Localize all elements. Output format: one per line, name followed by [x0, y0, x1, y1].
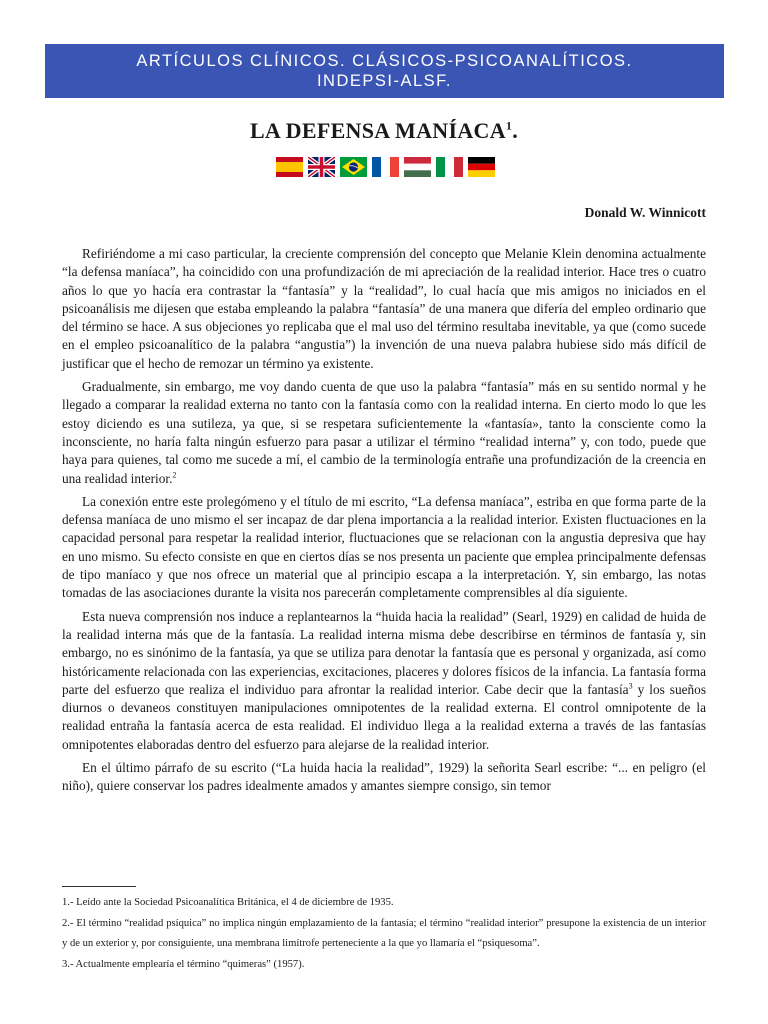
uk-flag-icon[interactable]	[308, 157, 335, 177]
author-name: Donald W. Winnicott	[584, 205, 706, 220]
body-paragraph: Refiriéndome a mi caso particular, la creciente comprensión del concepto que Melanie Klein denomina actualmente “la defensa maníaca”, ha coincidido con una profundización de mi apreciación de la realidad interior. Hace tres o cuatro años lo que yo hacía era contrastar la “fantasía” y la “realidad”, lo cual hacía que mis amigos no iniciados en el psicoanálisis me dijesen que estaba empleando la palabra “fantasía” de una manera que difería del empleo ordinario que del término se hace. A sus objeciones yo replicaba que el mal uso del término resultaba inevitable, ya que (como sucede en el empleo psicoanalítico de la palabra “angustia”) la invención de una nueva palabra hubiese sido más difícil de justificar que el hecho de remozar un término ya existente.	[62, 246, 706, 371]
body-paragraph: La conexión entre este prolegómeno y el título de mi escrito, “La defensa maníaca”, estriba en que forma parte de la defensa maníaca de uno mismo el ser incapaz de dar plena importancia a la realidad interior. Existen fluctuaciones en la capacidad personal para respetar la realidad interior, fluctuaciones que se relacionan con la angustia depresiva que hay en uno mismo. Su efecto consiste en que en ciertos días se nos presenta un paciente que emplea principalmente defensas de tipo maníaco y que nos ofrece un material que al principio escapa a la interpretación. Y, sin embargo, las notas tomadas de las asociaciones durante la visita nos parecerán completamente comprensibles al día siguiente.	[62, 493, 706, 601]
germany-flag-icon[interactable]	[468, 157, 495, 177]
article-title	[0, 118, 768, 144]
italy-flag-icon[interactable]	[436, 157, 463, 177]
journal-header-line-2: INDEPSI-ALSF.	[316, 72, 453, 90]
france-flag-icon[interactable]	[372, 157, 399, 177]
article-title-suffix: .	[512, 118, 519, 143]
hungary-flag-icon[interactable]	[404, 157, 431, 177]
footnote-2: 2.- El término “realidad psíquica” no implica ningún emplazamiento de la fantasía; el término “realidad interior” presupone la existencia de un interior y de un exterior y, por consiguiente, una membrana limítrofe perteneciente a la que yo llamaría el “psiquesoma”.	[62, 917, 706, 949]
footnote-divider	[62, 886, 136, 887]
language-flags	[276, 157, 498, 177]
body-paragraph	[62, 378, 706, 488]
paragraph-text: Esta nueva comprensión nos induce a replantearnos la “huida hacia la realidad” (Searl, 1929) en calidad de huida de la realidad interna más que de la fantasía. La realidad interna misma debe describirse en términos de fantasía y, sin embargo, no es sinónimo de la fantasía, ya que se utiliza para denotar la fantasía que es personal y organizada, así como históricamente relacionada con las experiencias, excitaciones, placeres y dolores físicos de la infancia. La fantasía forma parte del esfuerzo que realiza el individuo para afrontar la realidad interior. Cabe decir que la fantasía	[62, 608, 706, 697]
spain-flag-icon[interactable]	[276, 157, 303, 177]
footnote-ref-3[interactable]: 3	[628, 681, 633, 691]
footnotes-section	[62, 893, 706, 975]
article-title-text: LA DEFENSA MANÍACA	[249, 118, 506, 143]
footnote-1: 1.- Leído ante la Sociedad Psicoanalítica Británica, el 4 de diciembre de 1935.	[62, 897, 394, 908]
paragraph-text: Gradualmente, sin embargo, me voy dando cuenta de que uso la palabra “fantasía” más en su sentido normal y he llegado a comparar la realidad externa no tanto con la fantasía como con la realidad interna. En cierto modo lo que les estoy diciendo es una sutileza, ya que, si se respetara suficientemente la «fantasía», tanto la consciente como la inconsciente, no haría falta ningún esfuerzo para pasar a utilizar el término “realidad interna” y, con todo, puede que haya para quienes, tal como me sucede a mí, el cambio de la terminología entrañe una profundización de la creencia en una realidad interior.	[62, 379, 706, 486]
paragraph-text: y los sueños diurnos o devaneos constituyen manipulaciones omnipotentes de la realidad externa. El control omnipotente de la realidad entraña la fantasía acerca de esta realidad. El individuo llega a la realidad externa a través de las fantasías omnipotentes elaboradas dentro del esfuerzo para alejarse de la realidad interior.	[62, 681, 706, 752]
body-paragraph	[62, 608, 706, 754]
title-footnote-ref[interactable]: 1	[505, 118, 513, 133]
footnote-3: 3.- Actualmente emplearía el término “quimeras” (1957).	[62, 958, 305, 970]
footnote-ref-2[interactable]: 2	[172, 470, 177, 480]
article-body	[62, 245, 706, 801]
brazil-flag-icon[interactable]	[340, 157, 367, 177]
journal-header-banner	[45, 44, 724, 98]
journal-header-line-1: ARTÍCULOS CLÍNICOS. CLÁSICOS-PSICOANALÍTICOS.	[136, 52, 633, 70]
body-paragraph: En el último párrafo de su escrito (“La huida hacia la realidad”, 1929) la señorita Searl escribe: “... en peligro (el niño), quiere conservar los padres idealmente amados y amantes siempre consigo, sin temor	[62, 760, 706, 794]
